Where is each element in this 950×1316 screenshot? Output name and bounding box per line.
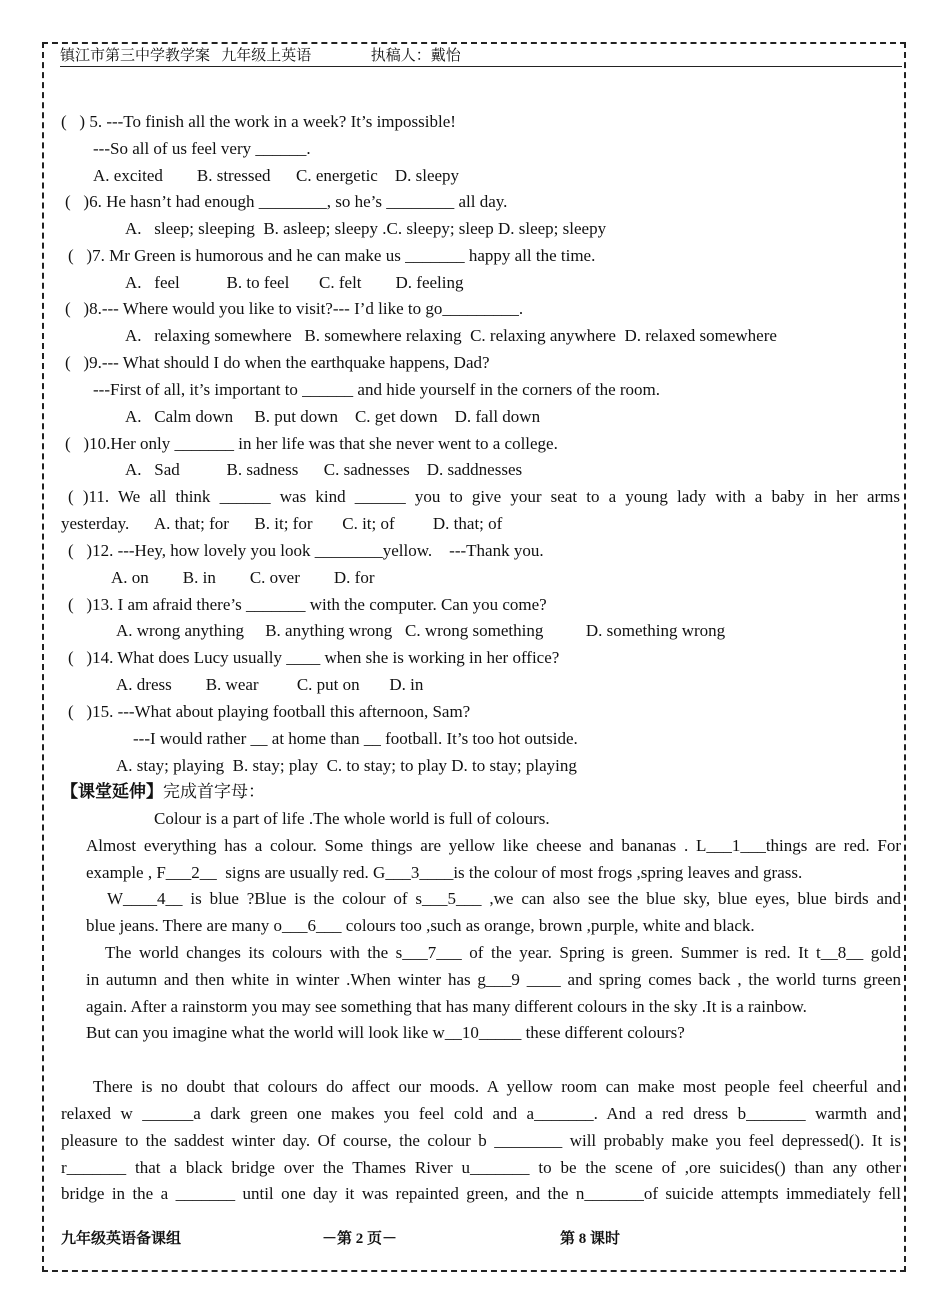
question-10-options: A. Sad B. sadness C. sadnesses D. saddnesses [125,460,523,479]
passage-1-line: again. After a rainstorm you may see something that has many different colours in the sky .It is a rainbow. [86,997,807,1016]
passage-1-line: Colour is a part of life .The whole world is full of colours. [154,809,550,828]
question-5-options: A. excited B. stressed C. energetic D. sleepy [93,166,460,185]
passage-1-line: W____4__ is blue ?Blue is the colour of s___5___ ,we can also see the blue sky, blue eyes, blue birds and [107,889,901,908]
question-11-options: yesterday. A. that; for B. it; for C. it; of D. that; of [61,514,503,533]
passage-1-line: The world changes its colours with the s___7___ of the year. Spring is green. Summer is red. It t__8__ gold [105,943,901,962]
question-7-options: A. feel B. to feel C. felt D. feeling [125,273,464,292]
passage-1-line: in autumn and then white in winter .When winter has g___9 ____ and spring comes back , the world turns green [86,970,901,989]
question-15-dialog: ---I would rather __ at home than __ football. It’s too hot outside. [133,729,578,748]
question-6-stem: ( )6. He hasn’t had enough ________, so he’s ________ all day. [65,192,508,211]
passage-1-line: blue jeans. There are many o___6___ colours too ,such as orange, brown ,purple, white and black. [86,916,755,935]
passage-2-line: pleasure to the saddest winter day. Of course, the colour b ________ will probably make you feel depressed(). It is [61,1131,901,1150]
question-10-stem: ( )10.Her only _______ in her life was that she never went to a college. [65,434,558,453]
passage-2-line: r_______ that a black bridge over the Thames River u_______ to be the scene of ,ore suicides() than any other [61,1158,901,1177]
section-title: 【课堂延伸】 [61,782,163,801]
passage-1-line: example , F___2__ signs are usually red. G___3____is the colour of most frogs ,spring leaves and grass. [86,863,803,882]
footer-group: 九年级英语备课组 [61,1231,182,1247]
header-author: 执稿人：戴怡 [370,48,461,64]
passage-1-line: But can you imagine what the world will look like w__10_____ these different colours? [86,1023,685,1042]
question-14-options: A. dress B. wear C. put on D. in [116,675,424,694]
question-15-options: A. stay; playing B. stay; play C. to stay; to play D. to stay; playing [116,756,577,775]
section-instruction: 完成首字母： [163,782,265,801]
header-school: 镇江市第三中学教学案 [60,48,211,64]
passage-1-line: Almost everything has a colour. Some things are yellow like cheese and bananas . L___1___things are red. For [86,836,901,855]
question-8-options: A. relaxing somewhere B. somewhere relaxing C. relaxing anywhere D. relaxed somewhere [125,326,777,345]
section-heading [61,781,265,803]
question-13-stem: ( )13. I am afraid there’s _______ with the computer. Can you come? [68,595,547,614]
header-grade-subject: 九年级上英语 [221,48,312,64]
question-14-stem: ( )14. What does Lucy usually ____ when she is working in her office? [68,648,560,667]
question-5-dialog: ---So all of us feel very ______. [93,139,311,158]
question-8-stem: ( )8.--- Where would you like to visit?--- I’d like to go_________. [65,299,524,318]
passage-2-line: There is no doubt that colours do affect our moods. A yellow room can make most people feel cheerful and [93,1077,901,1096]
question-7-stem: ( )7. Mr Green is humorous and he can make us _______ happy all the time. [68,246,596,265]
question-13-options: A. wrong anything B. anything wrong C. wrong something D. something wrong [116,621,726,640]
question-9-dialog: ---First of all, it’s important to ______ and hide yourself in the corners of the room. [93,380,661,399]
question-15-stem: ( )15. ---What about playing football this afternoon, Sam? [68,702,471,721]
footer-page-number: －第 2 页－ [322,1231,398,1247]
question-12-options: A. on B. in C. over D. for [111,568,375,587]
question-5-stem: ( ) 5. ---To finish all the work in a week? It’s impossible! [61,112,456,131]
passage-2-line: relaxed w ______a dark green one makes you feel cold and a_______. And a red dress b_______ warmth and [61,1104,901,1123]
page-header [60,46,902,67]
question-11-stem: ( )11. We all think ______ was kind ______ you to give your seat to a young lady with a baby in her arms [68,487,900,506]
question-6-options: A. sleep; sleeping B. asleep; sleepy .C. sleepy; sleep D. sleep; sleepy [125,219,607,238]
footer-lesson: 第 8 课时 [560,1231,621,1247]
passage-2-line: bridge in the a _______ until one day it was repainted green, and the n_______of suicide attempts immediately fell [61,1184,901,1203]
question-9-options: A. Calm down B. put down C. get down D. fall down [125,407,541,426]
question-9-stem: ( )9.--- What should I do when the earthquake happens, Dad? [65,353,490,372]
question-12-stem: ( )12. ---Hey, how lovely you look ________yellow. ---Thank you. [68,541,544,560]
